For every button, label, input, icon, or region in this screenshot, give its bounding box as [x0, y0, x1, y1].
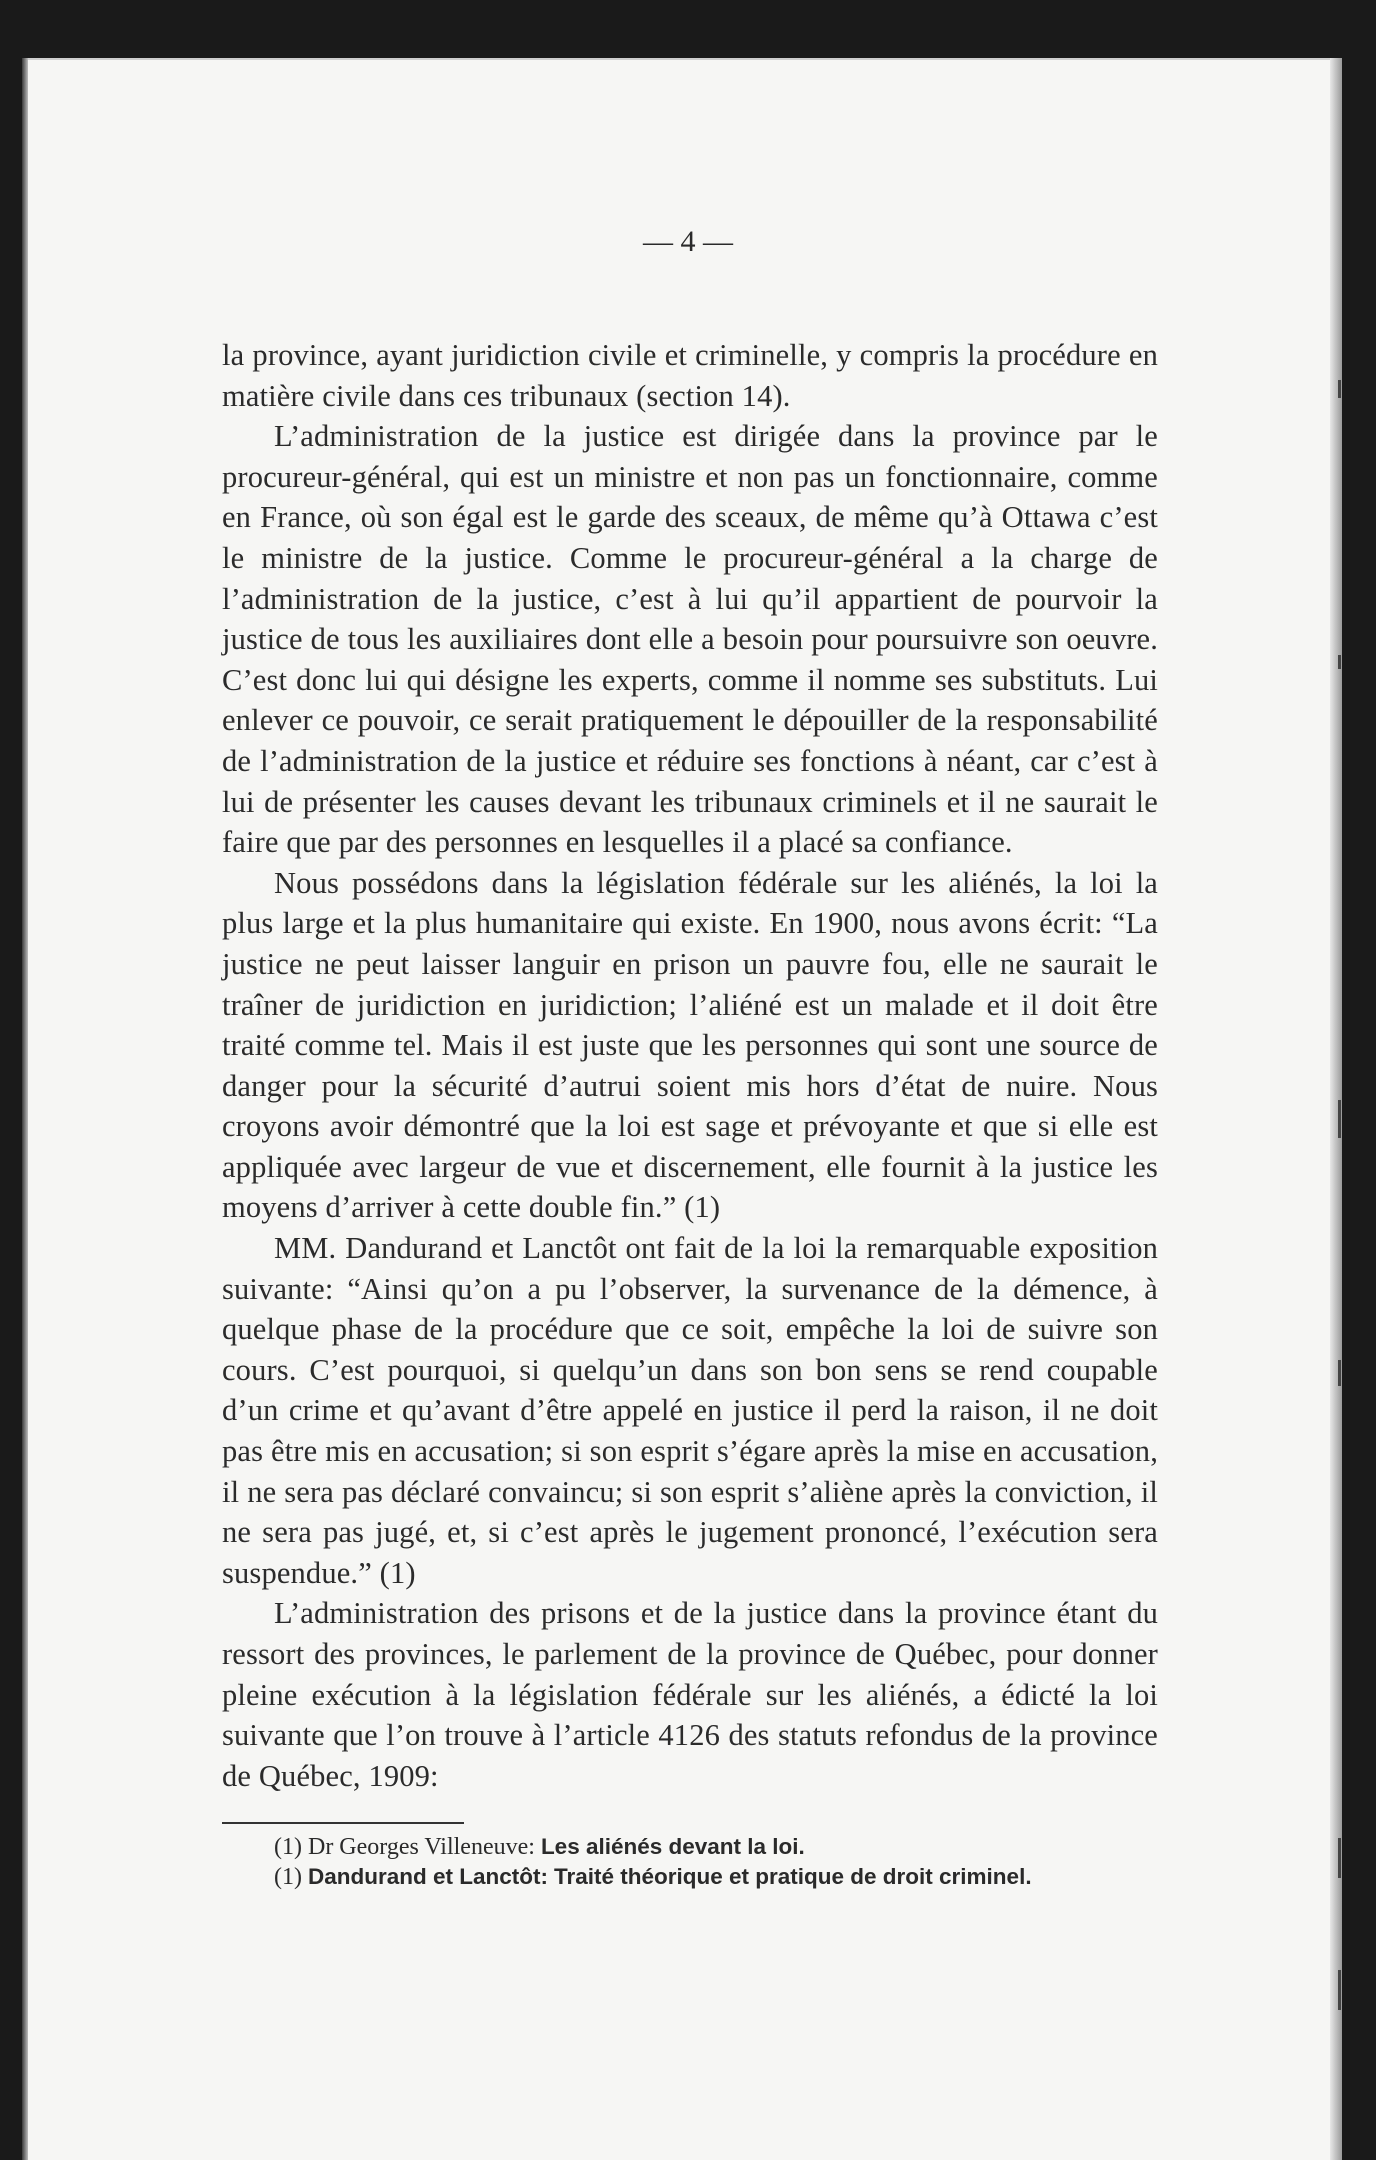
edge-mark [1338, 1360, 1341, 1386]
footnote-marker: (1) [274, 1834, 302, 1860]
main-text [222, 335, 1158, 1796]
paragraph: Nous possédons dans la législation fédérale sur les aliénés, la loi la plus large et la plus humanitaire qui existe. En 1900, nous avons écrit: “La justice ne peut laisser languir en prison un pauvre fou, elle ne saurait le traîner de juridiction en juridiction; l’aliéné est un malade et il doit être traité comme tel. Mais il est juste que les personnes qui sont une source de danger pour la sécurité d’autrui soient mis hors d’état de nuire. Nous croyons avoir démontré que la loi est sage et prévoyante et que si elle est appliquée avec largeur de vue et discernement, elle fournit à la justice les moyens d’arriver à cette double fin.” (1) [222, 865, 1158, 1225]
edge-mark [1338, 1838, 1341, 1878]
footnote [222, 1832, 1158, 1862]
page-left-edge [22, 58, 28, 2160]
footnotes [222, 1832, 1158, 1892]
footnote-title: Les aliénés devant la loi. [540, 1834, 805, 1859]
footnote-divider [222, 1822, 464, 1824]
paragraph: MM. Dandurand et Lanctôt ont fait de la loi la remarquable exposition suivante: “Ainsi qu’on a pu l’observer, la survenance de la démence, à quelque phase de la procédure que ce soit, empêche la loi de suivre son cours. C’est pourquoi, si quelqu’un dans son bon sens se rend coupable d’un crime et qu’avant d’être appelé en justice il perd la raison, il ne doit pas être mis en accusation; si son esprit s’égare après la mise en accusation, il ne sera pas déclaré convaincu; si son esprit s’aliène après la conviction, il ne sera pas jugé, et, si c’est après le jugement prononcé, l’exécution sera suspendue.” (1) [222, 1231, 1158, 1590]
edge-mark [1338, 380, 1341, 398]
paragraph: la province, ayant juridiction civile et criminelle, y compris la procédure en matière civile dans ces tribunaux (section 14). [222, 338, 1158, 413]
footnote-title: Traité théorique et pratique de droit criminel. [553, 1864, 1032, 1889]
paragraph: L’administration de la justice est dirigée dans la province par le procureur-général, qui est un ministre et non pas un fonctionnaire, comme en France, où son égal est le garde des sceaux, de même qu’à Ottawa c’est le ministre de la justice. Comme le procureur-général a la charge de l’administration de la justice, c’est à lui qu’il appartient de pourvoir la justice de tous les auxiliaires dont elle a besoin pour poursuivre son oeuvre. C’est donc lui qui désigne les experts, comme il nomme ses substituts. Lui enlever ce pouvoir, ce serait pratiquement le dépouiller de la responsabilité de l’administration de la justice et réduire ses fonctions à néant, car c’est à lui de présenter les causes devant les tribunaux criminels et il ne saurait le faire que par des personnes en lesquelles il a placé sa confiance. [222, 419, 1158, 860]
footnote [222, 1862, 1158, 1892]
paragraph: L’administration des prisons et de la justice dans la province étant du ressort des provinces, le parlement de la province de Québec, pour donner pleine exécution à la législation fédérale sur les aliénés, a édicté la loi suivante que l’on trouve à l’article 4126 des statuts refondus de la province de Québec, 1909: [222, 1596, 1158, 1793]
footnote-author: Dandurand et Lanctôt: [307, 1864, 548, 1889]
footnote-author: Dr Georges Villeneuve: [307, 1834, 535, 1860]
footnote-marker: (1) [274, 1864, 302, 1890]
edge-mark [1338, 1970, 1341, 2010]
edge-mark [1338, 655, 1341, 669]
edge-mark [1338, 1100, 1341, 1138]
page-number: — 4 — [643, 225, 733, 258]
